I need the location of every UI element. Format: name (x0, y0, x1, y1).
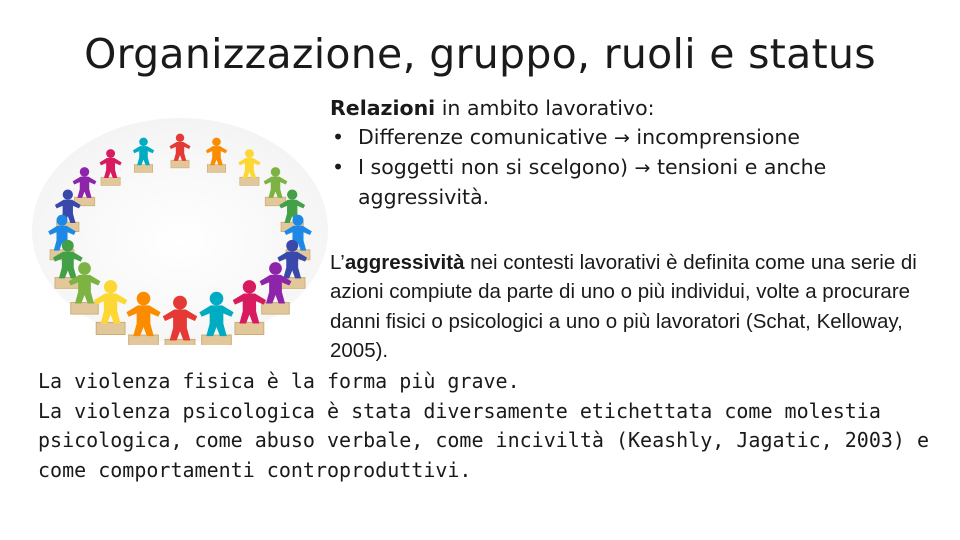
list-item (330, 153, 930, 212)
aggression-bold: aggressività (344, 251, 465, 274)
violence-text (38, 367, 938, 485)
bullet-text: Differenze comunicative (358, 125, 614, 149)
relations-rest: in ambito lavorativo: (435, 96, 655, 120)
bullet-text: I soggetti non si scelgono) (358, 155, 635, 179)
relations-heading (330, 94, 930, 123)
relations-list (330, 123, 930, 212)
slide-title: Organizzazione, gruppo, ruoli e status (84, 30, 876, 78)
arrow-right-icon: → (613, 127, 630, 149)
aggression-lead: L’ (330, 251, 345, 274)
bullet-text: tensioni e anche aggressività. (358, 155, 827, 209)
arrow-right-icon: → (634, 157, 651, 179)
relations-block (330, 94, 930, 212)
psychological-violence-line: La violenza psicologica è stata diversamente etichettata come molestia psicologica, come abuso verbale, come inciviltà (Keashly, Jagatic, 2003) e come comportamenti controproduttivi. (38, 398, 930, 482)
bullet-text: incomprensione (629, 125, 801, 149)
aggression-text: nei contesti lavorativi è definita come una serie di azioni compiute da parte di uno o più individui, volte a procurare danni fisici o psicologici a uno o più lavoratori (Schat, Kelloway, 2005). (330, 251, 917, 362)
relations-bold: Relazioni (330, 96, 436, 120)
aggression-paragraph (330, 248, 920, 365)
physical-violence-line: La violenza fisica è la forma più grave. (38, 369, 520, 393)
list-item (330, 123, 930, 153)
people-circle-illustration (30, 100, 330, 345)
